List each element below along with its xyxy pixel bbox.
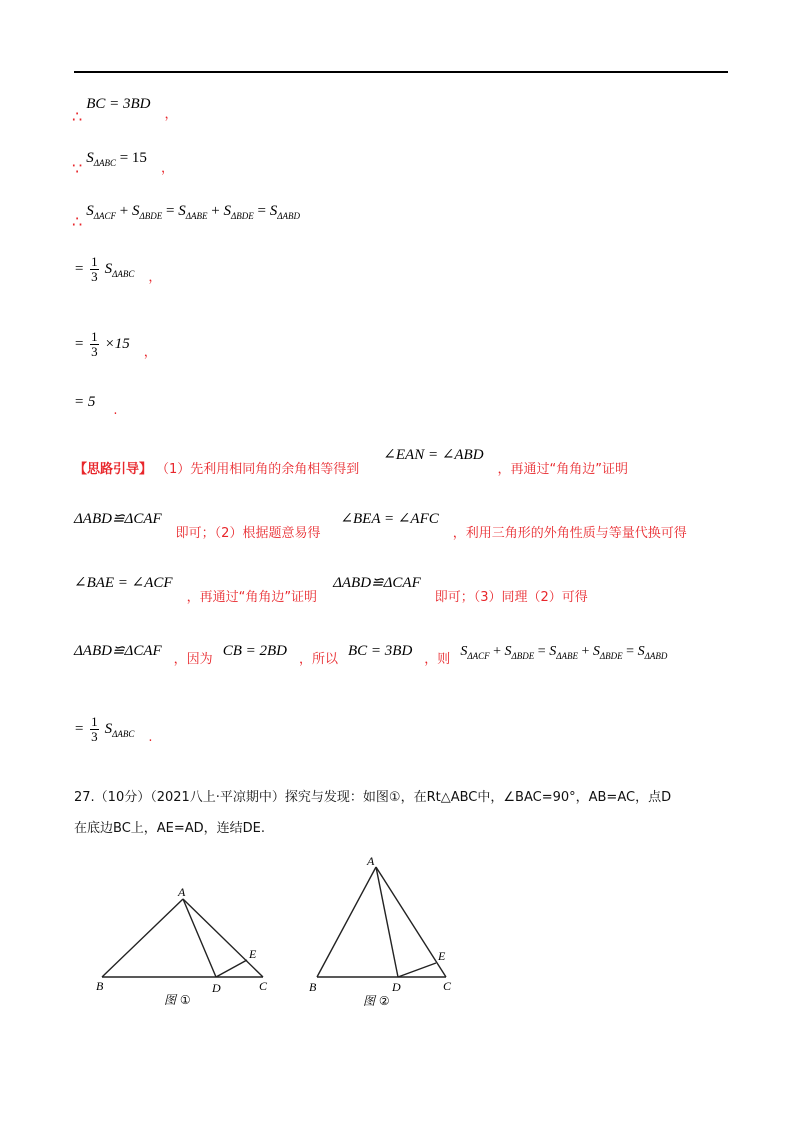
hint-text: （1）先利用相同角的余角相等得到 bbox=[156, 462, 360, 477]
hint-text: ，再通过“角角边”证明 bbox=[186, 590, 318, 605]
equals-sign: = bbox=[74, 721, 85, 738]
label-a: A bbox=[367, 854, 375, 868]
step-6-suffix: . bbox=[113, 403, 118, 418]
segment-ab bbox=[317, 867, 376, 977]
figure-1-caption: 图 ① bbox=[164, 993, 191, 1007]
segment-de bbox=[216, 960, 247, 977]
area-subscript: ΔABC bbox=[93, 158, 116, 168]
hint-math: ∠BEA = ∠AFC bbox=[340, 511, 439, 527]
step-6-math: = 5 bbox=[74, 394, 96, 410]
hint-math: ΔABD≌ΔCAF bbox=[74, 511, 162, 527]
label-b: B bbox=[96, 979, 104, 993]
hint-text: ，所以 bbox=[298, 652, 338, 667]
hint-math: CB = 2BD bbox=[222, 643, 287, 659]
label-c: C bbox=[443, 979, 452, 993]
equals-sign: = bbox=[74, 336, 85, 353]
hint-area-equation: $S_{\Delta ACF} + S_{\Delta BDE} = S_{\Delta ABE} + S_{\Delta BDE} = S_{\Delta ABD}$ bbox=[460, 644, 668, 661]
step-1-suffix: ， bbox=[164, 107, 178, 122]
times-fifteen: ×15 bbox=[104, 336, 130, 353]
fraction-one-third: $\frac{1}{3}$ bbox=[91, 714, 98, 744]
step-1 bbox=[72, 93, 178, 126]
question-27-line-1: 27.（10分）（2021八上·平凉期中）探究与发现：如图①，在Rt△ABC中，∠BAC=90°，AB=AC，点D bbox=[74, 790, 672, 805]
equals-sign: = bbox=[74, 261, 85, 278]
hint-text: ，再通过“角角边”证明 bbox=[497, 462, 629, 477]
figure-2-caption: 图 ② bbox=[363, 994, 390, 1008]
fraction-one-third: $\frac{1}{3}$ bbox=[91, 329, 98, 359]
label-b: B bbox=[309, 980, 317, 994]
hint-line-1 bbox=[74, 444, 629, 477]
segment-ab bbox=[102, 899, 183, 977]
label-a: A bbox=[178, 885, 186, 899]
hint-text: 即可；（2）根据题意易得 bbox=[175, 526, 321, 541]
step-5-suffix: ， bbox=[143, 345, 157, 361]
header-rule bbox=[74, 71, 728, 73]
hint-line-4 bbox=[74, 640, 668, 667]
step-1-math: BC = 3BD bbox=[86, 96, 151, 112]
step-3 bbox=[72, 200, 300, 231]
figure-2 bbox=[300, 848, 470, 1018]
hint-title: 【思路引导】 bbox=[74, 462, 153, 477]
label-e: E bbox=[249, 947, 257, 961]
step-5 bbox=[74, 330, 157, 359]
step-6 bbox=[74, 393, 118, 418]
step-2-suffix: ， bbox=[160, 161, 174, 176]
hint-math: BC = 3BD bbox=[348, 643, 413, 659]
hint-text: ，因为 bbox=[173, 652, 213, 667]
segment-ac bbox=[183, 899, 263, 977]
segment-de bbox=[398, 963, 436, 977]
segment-ad bbox=[183, 899, 216, 977]
step-4: = $\frac{1}{3}$ $S_{\Delta ABC}$ $_,$ bbox=[74, 254, 162, 286]
hint-text: ，利用三角形的外角性质与等量代换可得 bbox=[452, 526, 687, 541]
question-27-line-2: 在底边BC上，AE=AD，连结DE. bbox=[74, 821, 266, 836]
therefore-symbol: ∴ bbox=[72, 107, 83, 126]
hint-line-5: = $\frac{1}{3}$ $S_{\Delta ABC}$ $_.$ bbox=[74, 714, 153, 746]
figure-1 bbox=[92, 880, 282, 1020]
hint-line-5-suffix: . bbox=[148, 730, 153, 746]
because-symbol: ∵ bbox=[72, 159, 83, 178]
hint-math: ΔABD≌ΔCAF bbox=[74, 643, 162, 659]
step-4-suffix: ， bbox=[148, 270, 162, 286]
label-c: C bbox=[259, 979, 268, 993]
step-2 bbox=[72, 147, 174, 178]
hint-line-2 bbox=[74, 508, 687, 541]
hint-math: ΔABD≌ΔCAF bbox=[333, 575, 421, 591]
hint-line-3 bbox=[74, 572, 588, 605]
fraction-one-third: $\frac{1}{3}$ bbox=[91, 254, 98, 284]
label-d: D bbox=[212, 981, 221, 995]
hint-math: ∠EAN = ∠ABD bbox=[383, 447, 484, 463]
area-symbol: S bbox=[86, 150, 94, 166]
step-3-math: $S_{\Delta ACF} + S_{\Delta BDE} = S_{\Delta ABE} + S_{\Delta BDE} = S_{\Delta ABD}$ bbox=[86, 203, 300, 221]
hint-math: ∠BAE = ∠ACF bbox=[74, 575, 173, 591]
therefore-symbol: ∴ bbox=[72, 212, 83, 231]
label-d: D bbox=[392, 980, 401, 994]
hint-text: 即可；（3）同理（2）可得 bbox=[434, 590, 588, 605]
hint-text: ，则 bbox=[424, 652, 451, 667]
step-2-value: = 15 bbox=[115, 150, 147, 166]
label-e: E bbox=[438, 949, 446, 963]
